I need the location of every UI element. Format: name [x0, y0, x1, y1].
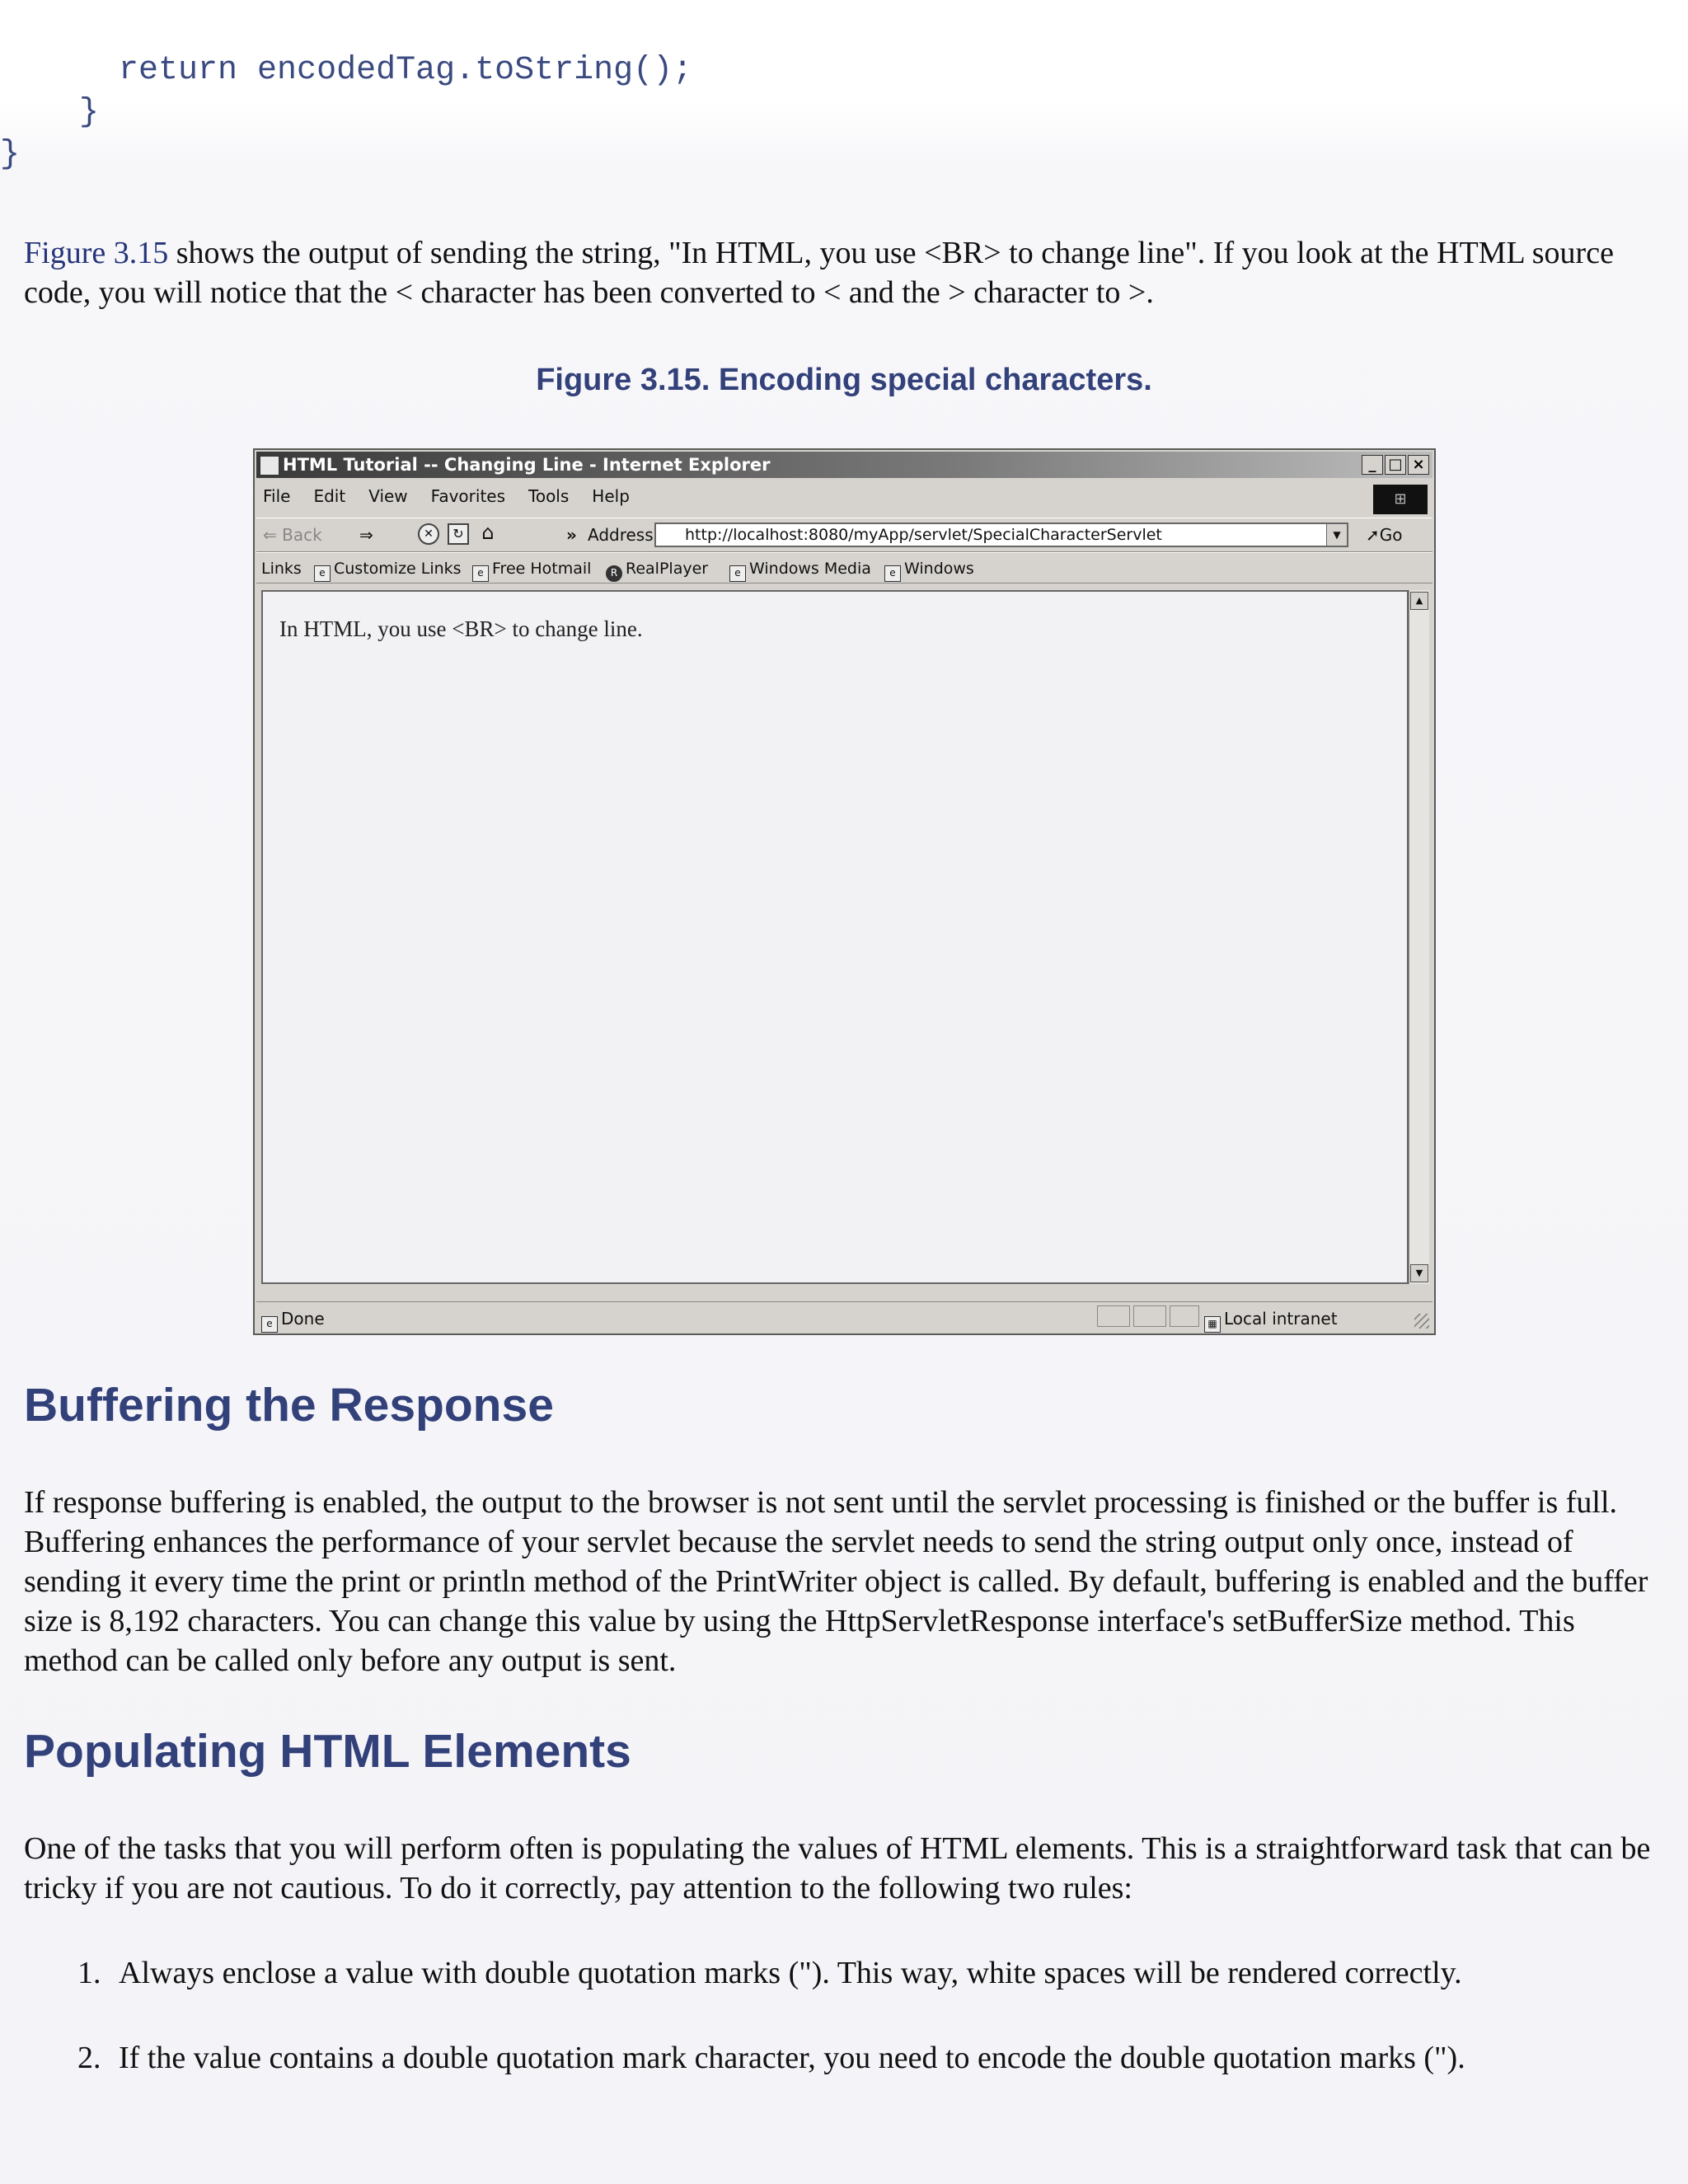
ie-page-icon [260, 456, 279, 476]
section-heading-buffering: Buffering the Response [24, 1379, 554, 1432]
close-button[interactable]: × [1408, 455, 1429, 475]
ie-page-icon: e [729, 565, 746, 582]
standard-toolbar [256, 518, 1432, 552]
ie-page-icon: e [472, 565, 489, 582]
home-icon[interactable]: ⌂ [481, 521, 495, 544]
intranet-icon: ▦ [1204, 1316, 1221, 1333]
scroll-down-icon[interactable]: ▼ [1410, 1264, 1428, 1282]
link-label: RealPlayer [626, 560, 709, 578]
maximize-button[interactable]: □ [1385, 455, 1406, 475]
menu-edit[interactable]: Edit [313, 486, 346, 506]
more-chevron-icon[interactable]: » [566, 525, 577, 545]
intro-paragraph [24, 233, 1664, 312]
ie-page-icon: e [884, 565, 901, 582]
ie-page-icon: e [261, 1316, 278, 1333]
page-content-area[interactable] [261, 590, 1409, 1284]
ie-page-icon: e [314, 565, 331, 582]
figure-link[interactable]: Figure 3.15 [24, 236, 169, 270]
status-panel [1170, 1305, 1199, 1327]
stop-icon[interactable]: ✕ [418, 523, 439, 545]
page-text: In HTML, you use <BR> to change line. [279, 616, 643, 641]
menu-view[interactable]: View [368, 486, 408, 506]
scroll-up-icon[interactable]: ▲ [1410, 592, 1428, 610]
status-panel [1133, 1305, 1166, 1327]
link-free-hotmail[interactable] [472, 560, 591, 582]
window-controls [1362, 455, 1429, 475]
list-number: 1. [77, 1956, 101, 1990]
links-toolbar [256, 552, 1432, 583]
menu-favorites[interactable]: Favorites [430, 486, 506, 506]
code-snippet [0, 49, 692, 176]
link-realplayer[interactable] [606, 560, 708, 582]
status-bar [256, 1301, 1432, 1332]
address-dropdown-icon[interactable]: ▼ [1326, 524, 1347, 546]
link-label: Windows Media [749, 560, 871, 578]
resize-grip-icon[interactable] [1414, 1314, 1429, 1329]
zone-text: Local intranet [1224, 1309, 1338, 1329]
vertical-scrollbar[interactable] [1409, 590, 1429, 1284]
code-line: return encodedTag.toString(); [0, 52, 693, 89]
list-text: If the value contains a double quotation mark character, you need to encode the double quotation marks ("). [119, 2041, 1465, 2075]
address-input[interactable] [654, 523, 1348, 547]
address-value: http://localhost:8080/myApp/servlet/SpecialCharacterServlet [685, 526, 1162, 544]
list-text: Always enclose a value with double quotation marks ("). This way, white spaces will be rendered correctly. [119, 1956, 1462, 1990]
zone-indicator [1204, 1309, 1338, 1333]
link-windows[interactable] [884, 560, 974, 582]
section-heading-populating: Populating HTML Elements [24, 1725, 631, 1778]
window-titlebar [256, 452, 1432, 478]
status-panel [1097, 1305, 1130, 1327]
realplayer-icon: R [606, 565, 622, 582]
status-text: Done [281, 1309, 325, 1329]
go-button[interactable] [1366, 525, 1403, 545]
links-label: Links [261, 560, 302, 578]
refresh-icon[interactable]: ↻ [448, 523, 469, 545]
address-label: Address [588, 525, 654, 545]
buffering-paragraph: If response buffering is enabled, the output to the browser is not sent until the servlet processing is finished or the buffer is full. Buffering enhances the performance of your servlet because the servlet needs to send the string output only once, instead of sending it every time the print or println method of the PrintWriter object is called. By default, buffering is enabled and the buffer size is 8,192 characters. You can change this value by using the HttpServletResponse interface's setBufferSize method. This method can be called only before any output is sent. [24, 1485, 1648, 1678]
list-item [77, 1953, 1676, 1993]
figure-caption: Figure 3.15. Encoding special characters. [536, 363, 1152, 397]
minimize-button[interactable]: _ [1362, 455, 1383, 475]
window-title: HTML Tutorial -- Changing Line - Internet Explorer [283, 455, 771, 475]
link-label: Customize Links [334, 560, 462, 578]
intro-text: shows the output of sending the string, "In HTML, you use <BR> to change line". If you look at the HTML source code, you will notice that the < character has been converted to < and the > character to >. [24, 236, 1614, 310]
status-done [261, 1309, 325, 1333]
link-label: Windows [904, 560, 974, 578]
forward-button[interactable]: ⇒ [359, 525, 373, 545]
menu-bar [263, 486, 630, 509]
windows-logo-icon: ⊞ [1373, 485, 1428, 514]
link-label: Free Hotmail [492, 560, 592, 578]
menu-help[interactable]: Help [592, 486, 630, 506]
back-button[interactable]: ⇐ Back [263, 525, 322, 545]
browser-screenshot [253, 448, 1436, 1335]
code-line: } [0, 94, 100, 131]
go-arrow-icon: ➚ [1366, 525, 1380, 545]
menu-file[interactable]: File [263, 486, 291, 506]
menu-tools[interactable]: Tools [528, 486, 570, 506]
link-customize-links[interactable] [314, 560, 462, 582]
list-number: 2. [77, 2041, 101, 2075]
populating-paragraph: One of the tasks that you will perform often is populating the values of HTML elements. This is a straightforward task that can be tricky if you are not cautious. To do it correctly, pay attention to the following two rules: [24, 1831, 1651, 1905]
code-line: } [0, 136, 21, 173]
go-label: Go [1379, 525, 1403, 545]
link-windows-media[interactable] [729, 560, 871, 582]
list-item [77, 2038, 1676, 2078]
